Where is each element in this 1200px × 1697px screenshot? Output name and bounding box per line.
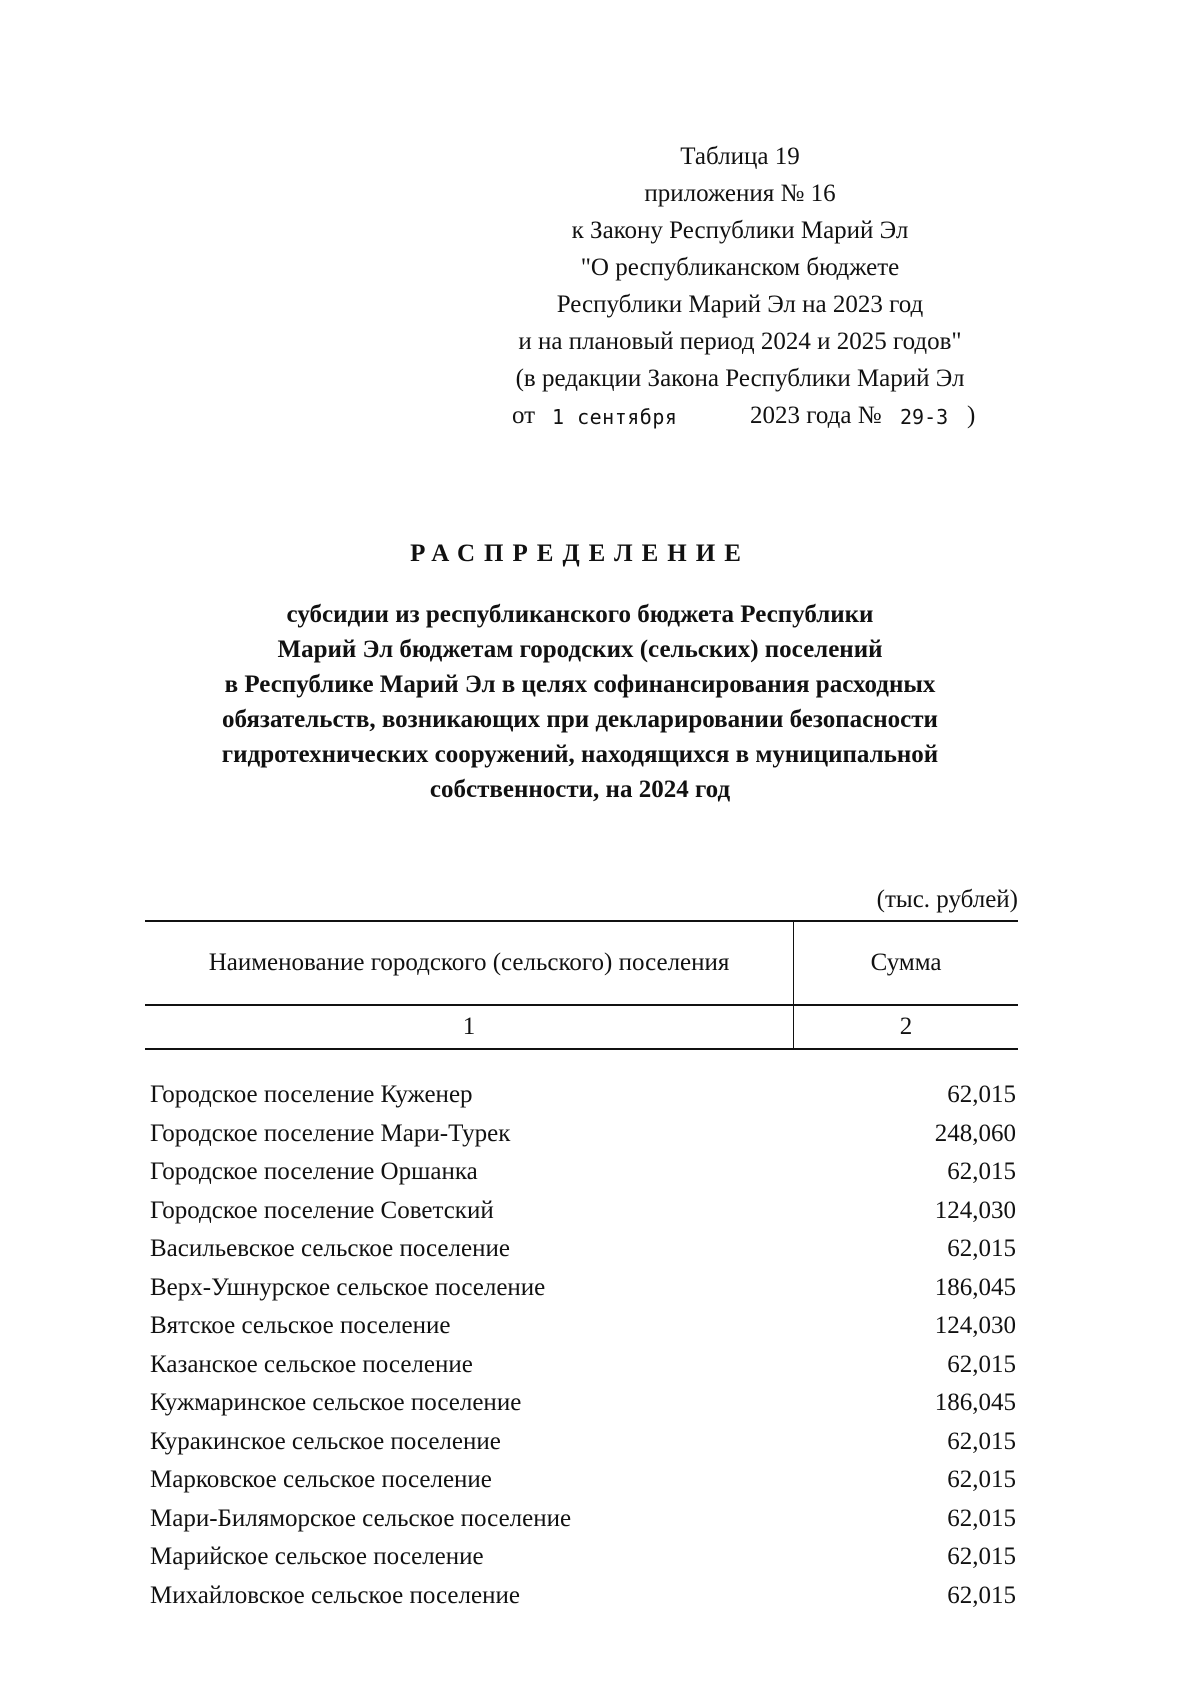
table-row	[145, 1115, 1018, 1154]
settlement-name: Верх-Ушнурское сельское поселение	[150, 1273, 546, 1301]
subsidy-amount: 62,015	[947, 1466, 1016, 1494]
settlement-name: Михайловское сельское поселение	[150, 1581, 520, 1609]
subtitle-line: субсидии из республиканского бюджета Республики	[286, 601, 874, 628]
settlement-name: Вятское сельское поселение	[150, 1312, 451, 1340]
column-header-sum: Сумма	[794, 921, 1018, 1005]
subtitle-line: обязательств, возникающих при декларировании безопасности	[222, 706, 938, 733]
table-row	[145, 1577, 1018, 1616]
subsidy-amount: 62,015	[947, 1427, 1016, 1455]
law-title-line-3: и на плановый период 2024 и 2025 годов"	[518, 328, 962, 355]
distribution-table	[145, 920, 1018, 1615]
settlement-name: Кужмаринское сельское поселение	[150, 1389, 522, 1417]
subsidy-amount: 62,015	[947, 1504, 1016, 1532]
document-subtitle	[160, 597, 1000, 807]
document-title: РАСПРЕДЕЛЕНИЕ	[410, 540, 750, 567]
subsidy-amount: 248,060	[934, 1119, 1016, 1147]
law-reference: к Закону Республики Марий Эл	[571, 217, 909, 244]
subsidy-amount: 186,045	[934, 1389, 1016, 1417]
settlement-name: Казанское сельское поселение	[150, 1350, 473, 1378]
law-title-line-2: Республики Марий Эл на 2023 год	[556, 291, 924, 318]
table-row	[145, 1307, 1018, 1346]
table-header-row	[145, 921, 1018, 1005]
column-number-row	[145, 1005, 1018, 1049]
table-number: Таблица 19	[680, 143, 800, 170]
column-number-name: 1	[145, 1005, 794, 1049]
annex-header	[460, 138, 1020, 434]
settlement-name: Городское поселение Советский	[150, 1196, 494, 1224]
settlement-name: Куракинское сельское поселение	[150, 1427, 501, 1455]
table-row	[145, 1230, 1018, 1269]
settlement-name: Мари-Биляморское сельское поселение	[150, 1504, 572, 1532]
subtitle-line: гидротехнических сооружений, находящихся в муниципальной	[221, 741, 939, 768]
subsidy-amount: 124,030	[934, 1312, 1016, 1340]
column-number-sum: 2	[794, 1005, 1018, 1049]
table-row	[145, 1076, 1018, 1115]
subsidy-amount: 62,015	[947, 1581, 1016, 1609]
column-header-name: Наименование городского (сельского) поселения	[145, 921, 794, 1005]
appendix-number: приложения № 16	[644, 180, 836, 207]
table-row	[145, 1384, 1018, 1423]
settlement-name: Марковское сельское поселение	[150, 1466, 492, 1494]
table-row	[145, 1153, 1018, 1192]
table-row	[145, 1269, 1018, 1308]
edition-note: (в редакции Закона Республики Марий Эл	[515, 365, 965, 392]
table-row	[145, 1346, 1018, 1385]
closing-parenthesis: )	[967, 402, 976, 429]
handwritten-law-number: 29-З	[900, 405, 949, 429]
table-row	[145, 1538, 1018, 1577]
settlement-name: Марийское сельское поселение	[150, 1543, 484, 1571]
subsidy-amount: 124,030	[934, 1196, 1016, 1224]
subsidy-amount: 186,045	[934, 1273, 1016, 1301]
settlement-name: Городское поселение Оршанка	[150, 1158, 478, 1186]
subsidy-amount: 62,015	[947, 1235, 1016, 1263]
subtitle-line: собственности, на 2024 год	[429, 776, 731, 803]
subsidy-amount: 62,015	[947, 1543, 1016, 1571]
date-prefix: от	[512, 402, 536, 429]
table-row	[145, 1461, 1018, 1500]
edition-date-line	[460, 397, 1020, 434]
table-body	[145, 1076, 1018, 1615]
law-title-line-1: "О республиканском бюджете	[580, 254, 900, 281]
settlement-name: Городское поселение Мари-Турек	[150, 1119, 511, 1147]
settlement-name: Городское поселение Куженер	[150, 1081, 473, 1109]
table-row	[145, 1500, 1018, 1539]
table-row	[145, 1423, 1018, 1462]
subsidy-amount: 62,015	[947, 1158, 1016, 1186]
units-label: (тыс. рублей)	[876, 886, 1018, 913]
date-year: 2023 года №	[750, 402, 882, 429]
subsidy-amount: 62,015	[947, 1350, 1016, 1378]
handwritten-date: 1 сентября	[552, 405, 678, 429]
subsidy-amount: 62,015	[947, 1081, 1016, 1109]
settlement-name: Васильевское сельское поселение	[150, 1235, 510, 1263]
subtitle-line: Марий Эл бюджетам городских (сельских) поселений	[277, 636, 883, 663]
table-row	[145, 1192, 1018, 1231]
subtitle-line: в Республике Марий Эл в целях софинансирования расходных	[224, 671, 936, 698]
